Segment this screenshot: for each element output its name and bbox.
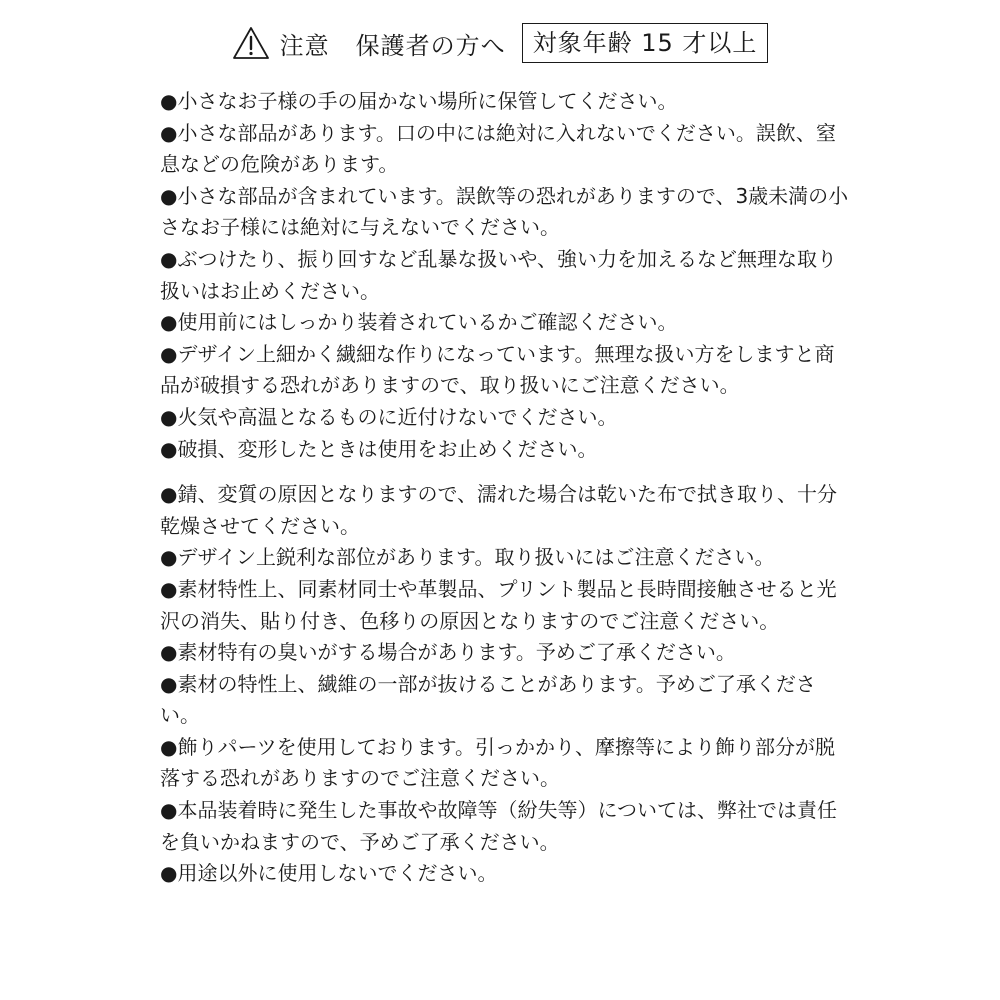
note-item: ●小さなお子様の手の届かない場所に保管してください。: [160, 89, 678, 113]
note-item: ●小さな部品が含まれています。誤飲等の恐れがありますので、3歳未満の小さなお子様には絶対に与えないでください。: [160, 183, 849, 240]
note-item: ●錆、変質の原因となりますので、濡れた場合は乾いた布で拭き取り、十分乾燥させてください。: [160, 482, 838, 538]
note-item: ●デザイン上細かく繊細な作りになっています。無理な扱い方をしますと商品が破損する恐れがありますので、取り扱いにご注意ください。: [160, 341, 835, 398]
note-item: ●使用前にはしっかり装着されているかご確認ください。: [160, 310, 678, 335]
note-item: ●用途以外に使用しないでください。: [160, 861, 498, 886]
warning-triangle-icon: [232, 26, 270, 60]
guardian-title: 保護者の方へ: [355, 31, 506, 60]
note-item: ●素材の特性上、繊維の一部が抜けることがあります。予めご了承ください。: [160, 671, 816, 728]
note-item: ●素材特性上、同素材同士や革製品、プリント製品と長時間接触させると光沢の消失、貼り付き、色移りの原因となりますのでご注意ください。: [160, 576, 837, 633]
note-item: ●飾りパーツを使用しております。引っかかり、摩擦等により飾り部分が脱落する恐れがありますのでご注意ください。: [160, 734, 836, 791]
note-item: ●本品装着時に発生した事故や故障等（紛失等）については、弊社では責任を負いかねますので、予めご了承ください。: [160, 798, 838, 854]
note-item: ●火気や高温となるものに近付けないでください。: [160, 404, 618, 429]
caution-title: 注意: [279, 31, 330, 60]
note-item: ●ぶつけたり、振り回すなど乱暴な扱いや、強い力を加えるなど無理な取り扱いはお止めください。: [160, 246, 838, 303]
note-item: ●デザイン上鋭利な部位があります。取り扱いにはご注意ください。: [160, 545, 775, 570]
caution-notes-list: [160, 86, 850, 890]
caution-header: [0, 18, 1000, 68]
note-item: ●破損、変形したときは使用をお止めください。: [160, 436, 598, 461]
age-rating-badge: 対象年齢 15 才以上: [522, 23, 769, 63]
note-item: ●小さな部品があります。口の中には絶対に入れないでください。誤飲、窒息などの危険があります。: [160, 120, 836, 177]
note-item: ●素材特有の臭いがする場合があります。予めご了承ください。: [160, 640, 736, 665]
